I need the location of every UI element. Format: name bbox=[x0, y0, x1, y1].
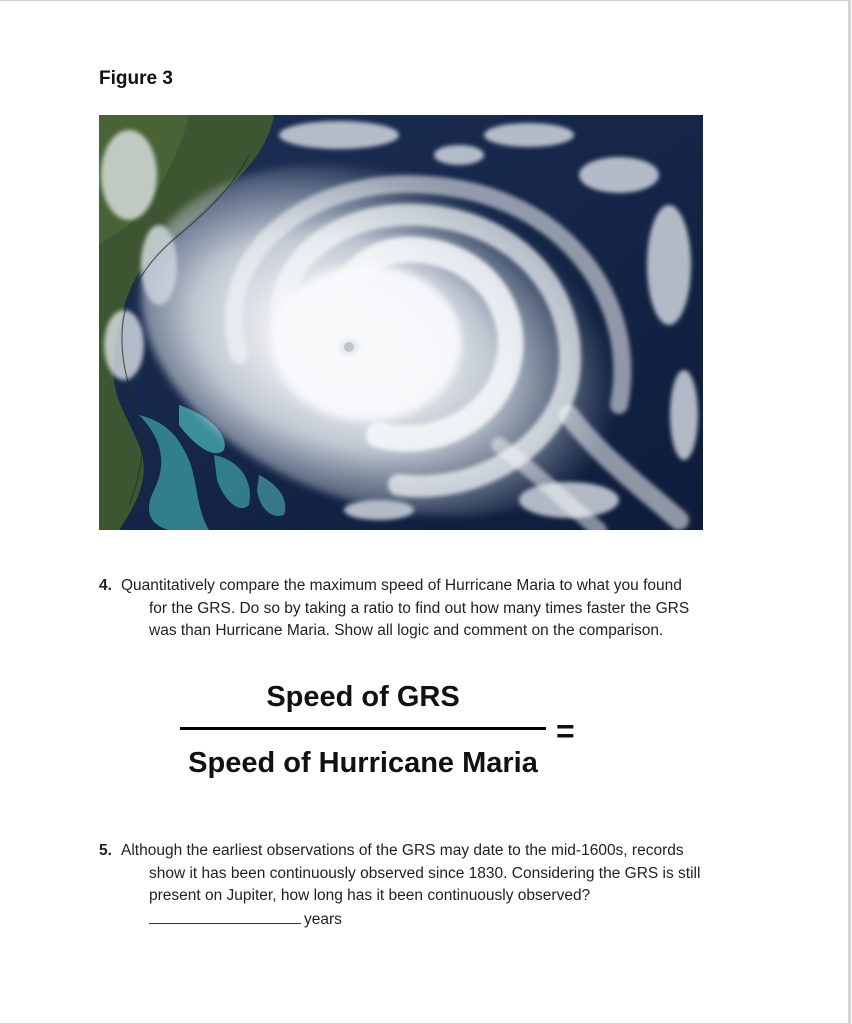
figure-label: Figure 3 bbox=[99, 68, 173, 89]
question-5-line-1: Although the earliest observations of the GRS may date to the mid-1600s, records bbox=[121, 842, 684, 859]
question-4-number: 4. bbox=[99, 577, 112, 594]
answer-row bbox=[99, 908, 749, 932]
question-5-line-2: show it has been continuously observed since 1830. Considering the GRS is still bbox=[149, 864, 701, 882]
answer-blank[interactable] bbox=[149, 908, 301, 924]
question-5-number: 5. bbox=[99, 842, 112, 859]
ratio-denominator: Speed of Hurricane Maria bbox=[188, 747, 538, 779]
ratio-numerator: Speed of GRS bbox=[266, 681, 460, 713]
answer-unit: years bbox=[304, 910, 342, 928]
question-4-line-3: was than Hurricane Maria. Show all logic and comment on the comparison. bbox=[149, 622, 664, 639]
equals-sign: = bbox=[556, 713, 575, 749]
question-4-line-2: for the GRS. Do so by taking a ratio to find out how many times faster the GRS bbox=[149, 599, 690, 617]
fraction-bar bbox=[180, 727, 546, 730]
question-4-line-1: Quantitatively compare the maximum speed of Hurricane Maria to what you found bbox=[121, 577, 682, 594]
question-4 bbox=[99, 575, 749, 643]
hurricane-satellite-image bbox=[99, 115, 703, 530]
question-5-line-3: present on Jupiter, how long has it been continuously observed? bbox=[149, 887, 591, 904]
question-5 bbox=[99, 840, 749, 931]
